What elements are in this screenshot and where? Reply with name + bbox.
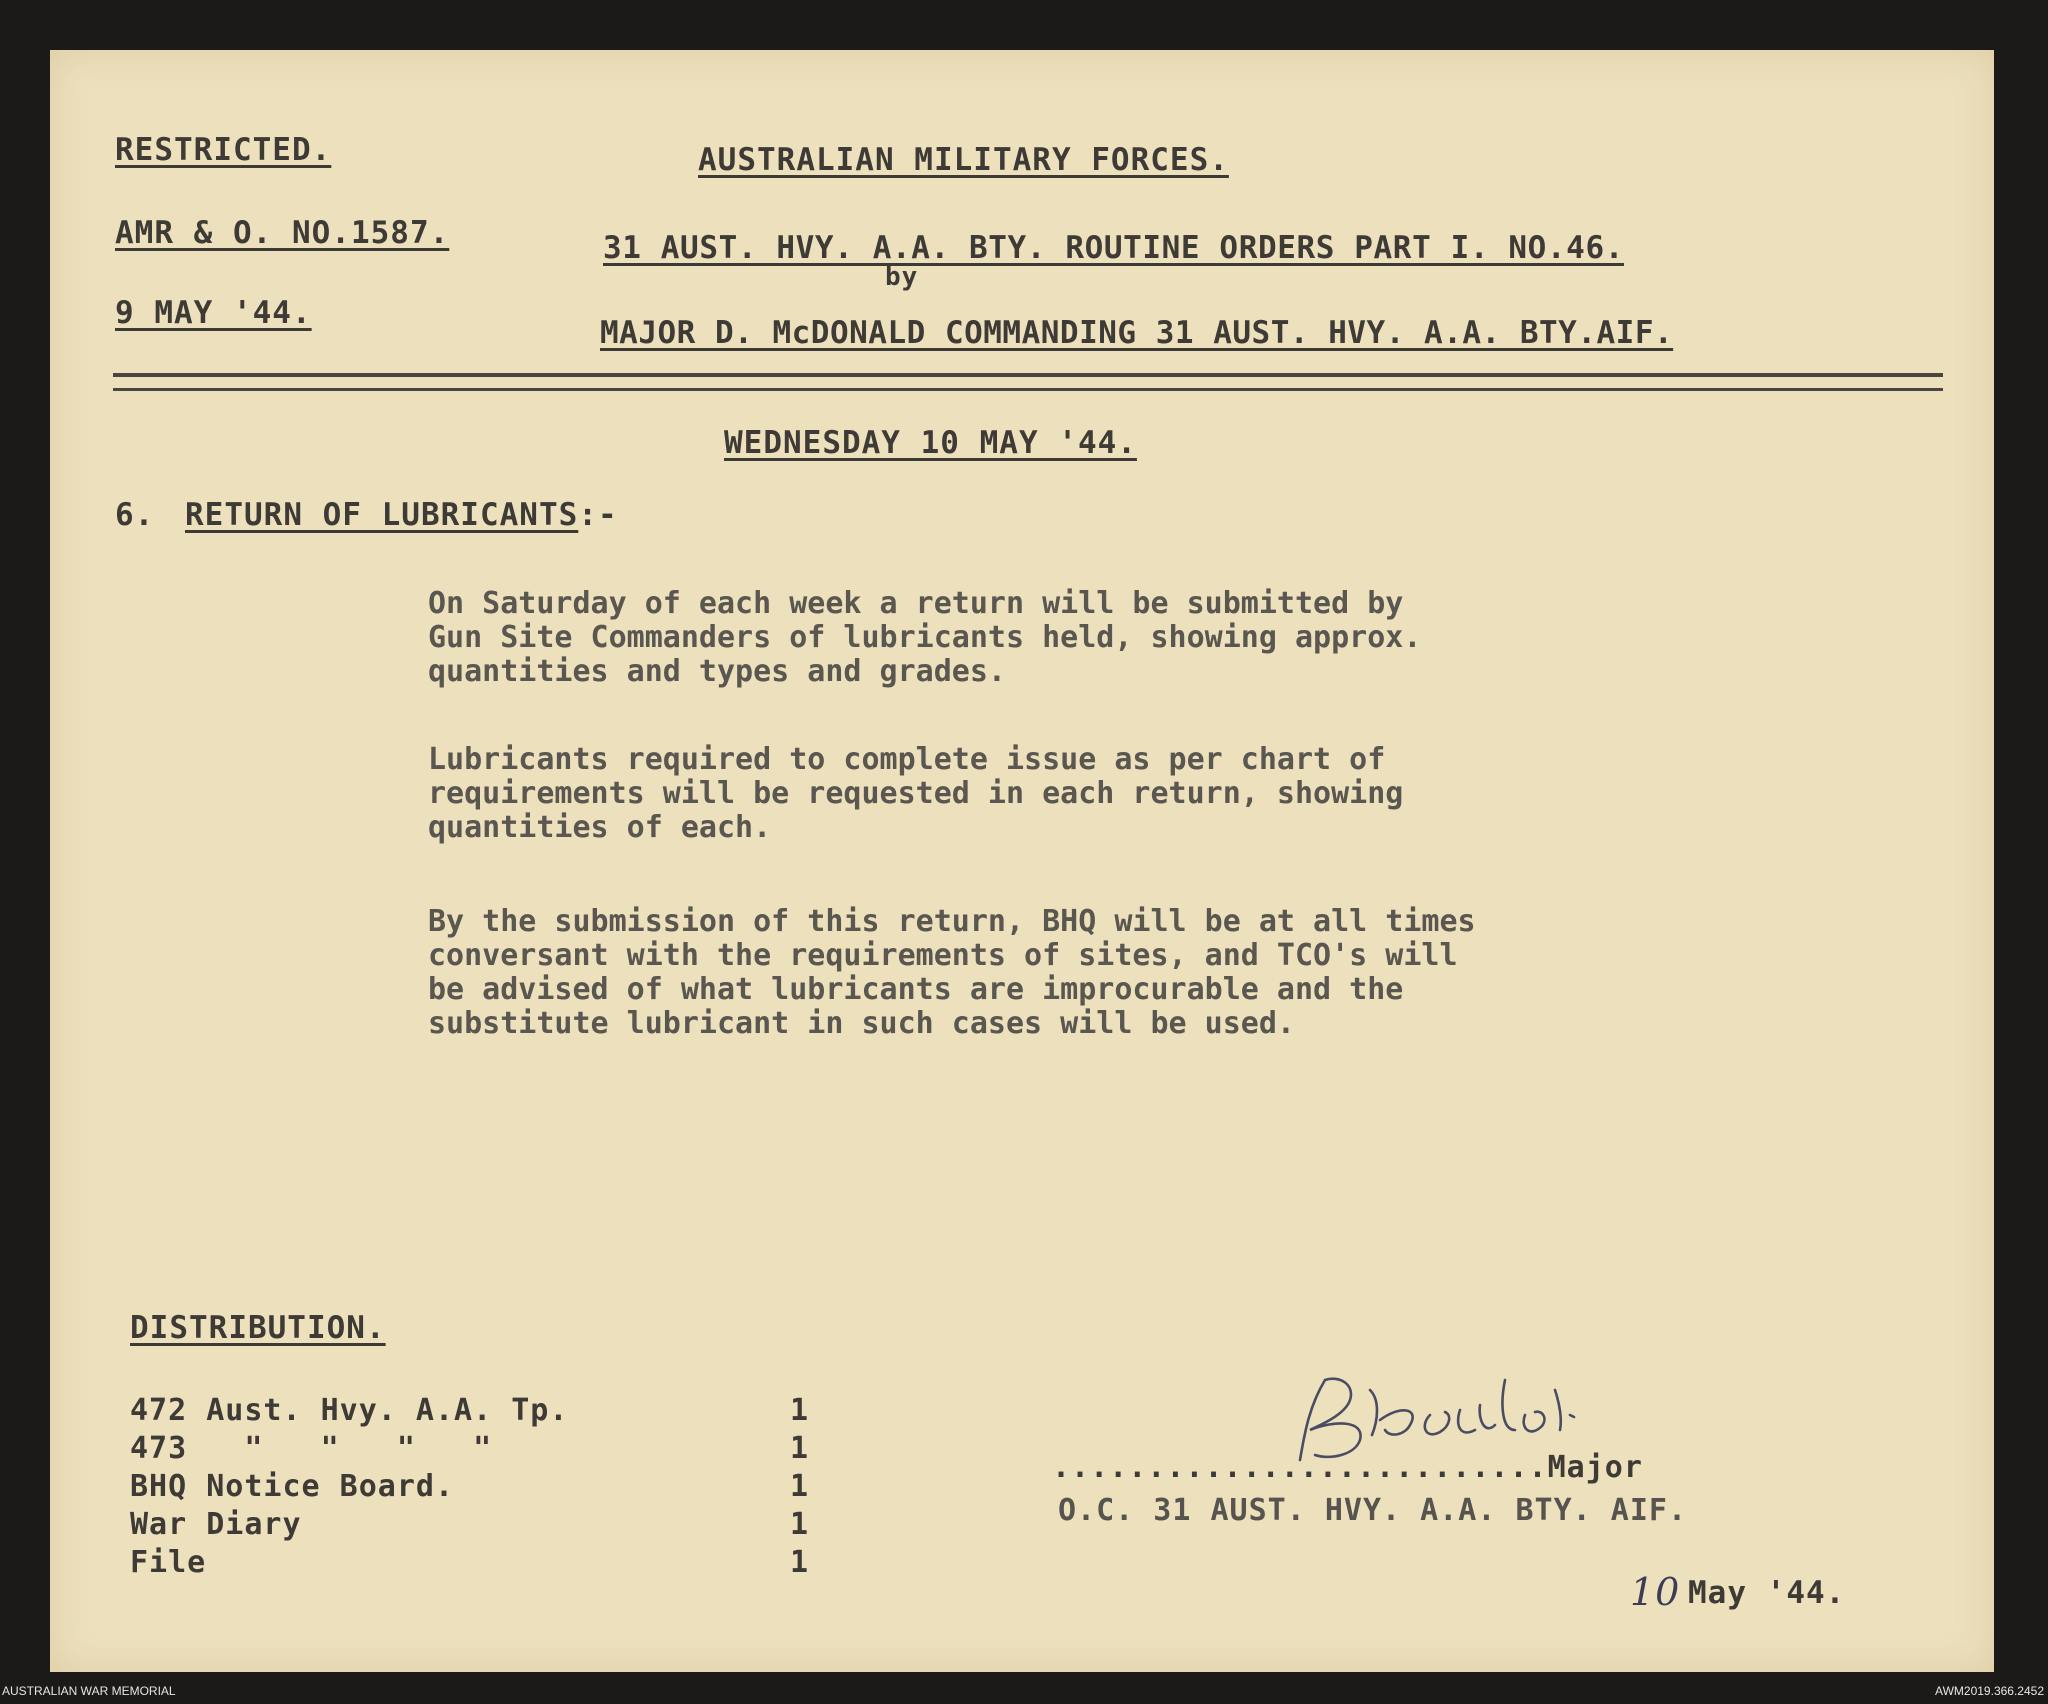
distribution-row-1-count: 1 [790,1393,810,1428]
header-rule-upper [113,373,1943,377]
paragraph-1: On Saturday of each week a return will be submitted by Gun Site Commanders of lubricants held, showing approx. quantities and types and grades. [428,586,1422,689]
footer-accession: AWM2019.366.2452 [1935,1684,2044,1698]
header-rule-lower [113,388,1943,391]
order-date: WEDNESDAY 10 MAY '44. [724,425,1137,461]
distribution-row-5-name: File [130,1545,207,1580]
item-heading-text: RETURN OF LUBRICANTS [185,497,579,533]
issue-date: 9 MAY '44. [115,295,312,331]
distribution-row-4-name: War Diary [130,1507,302,1542]
item-heading-suffix: :- [578,497,618,533]
distribution-row-4-count: 1 [790,1507,810,1542]
distribution-row-2-name: 473 " " " " [130,1431,493,1466]
paragraph-2: Lubricants required to complete issue as per chart of requirements will be requested in each return, showing quantities of each. [428,742,1404,845]
commander-line: MAJOR D. McDONALD COMMANDING 31 AUST. HVY. A.A. BTY.AIF. [600,315,1674,351]
paragraph-3: By the submission of this return, BHQ will be at all times conversant with the requirements of sites, and TCO's will be advised of what lubricants are improcurable and the substitute lubricant in such cases will be used. [428,904,1476,1041]
signature-date: May '44. [1688,1575,1846,1611]
document-page [50,50,1994,1672]
signatory-title: O.C. 31 AUST. HVY. A.A. BTY. AIF. [1058,1493,1688,1528]
amr-reference: AMR & O. NO.1587. [115,215,450,251]
distribution-row-3-count: 1 [790,1469,810,1504]
by-label: by [885,262,919,292]
item-number: 6. [115,497,155,533]
signature-dots-rank: ..........................Major [1052,1450,1643,1485]
routine-orders-title: 31 AUST. HVY. A.A. BTY. ROUTINE ORDERS PART I. NO.46. [603,230,1624,266]
distribution-row-3-name: BHQ Notice Board. [130,1469,455,1504]
handwritten-date: 10 [1630,1570,1681,1614]
organisation-title: AUSTRALIAN MILITARY FORCES. [698,142,1229,178]
distribution-row-5-count: 1 [790,1545,810,1580]
item-heading [185,497,618,533]
footer-source: AUSTRALIAN WAR MEMORIAL [2,1684,176,1698]
distribution-heading: DISTRIBUTION. [130,1310,386,1346]
distribution-row-2-count: 1 [790,1431,810,1466]
distribution-row-1-name: 472 Aust. Hvy. A.A. Tp. [130,1393,569,1428]
restricted-label: RESTRICTED. [115,132,332,168]
